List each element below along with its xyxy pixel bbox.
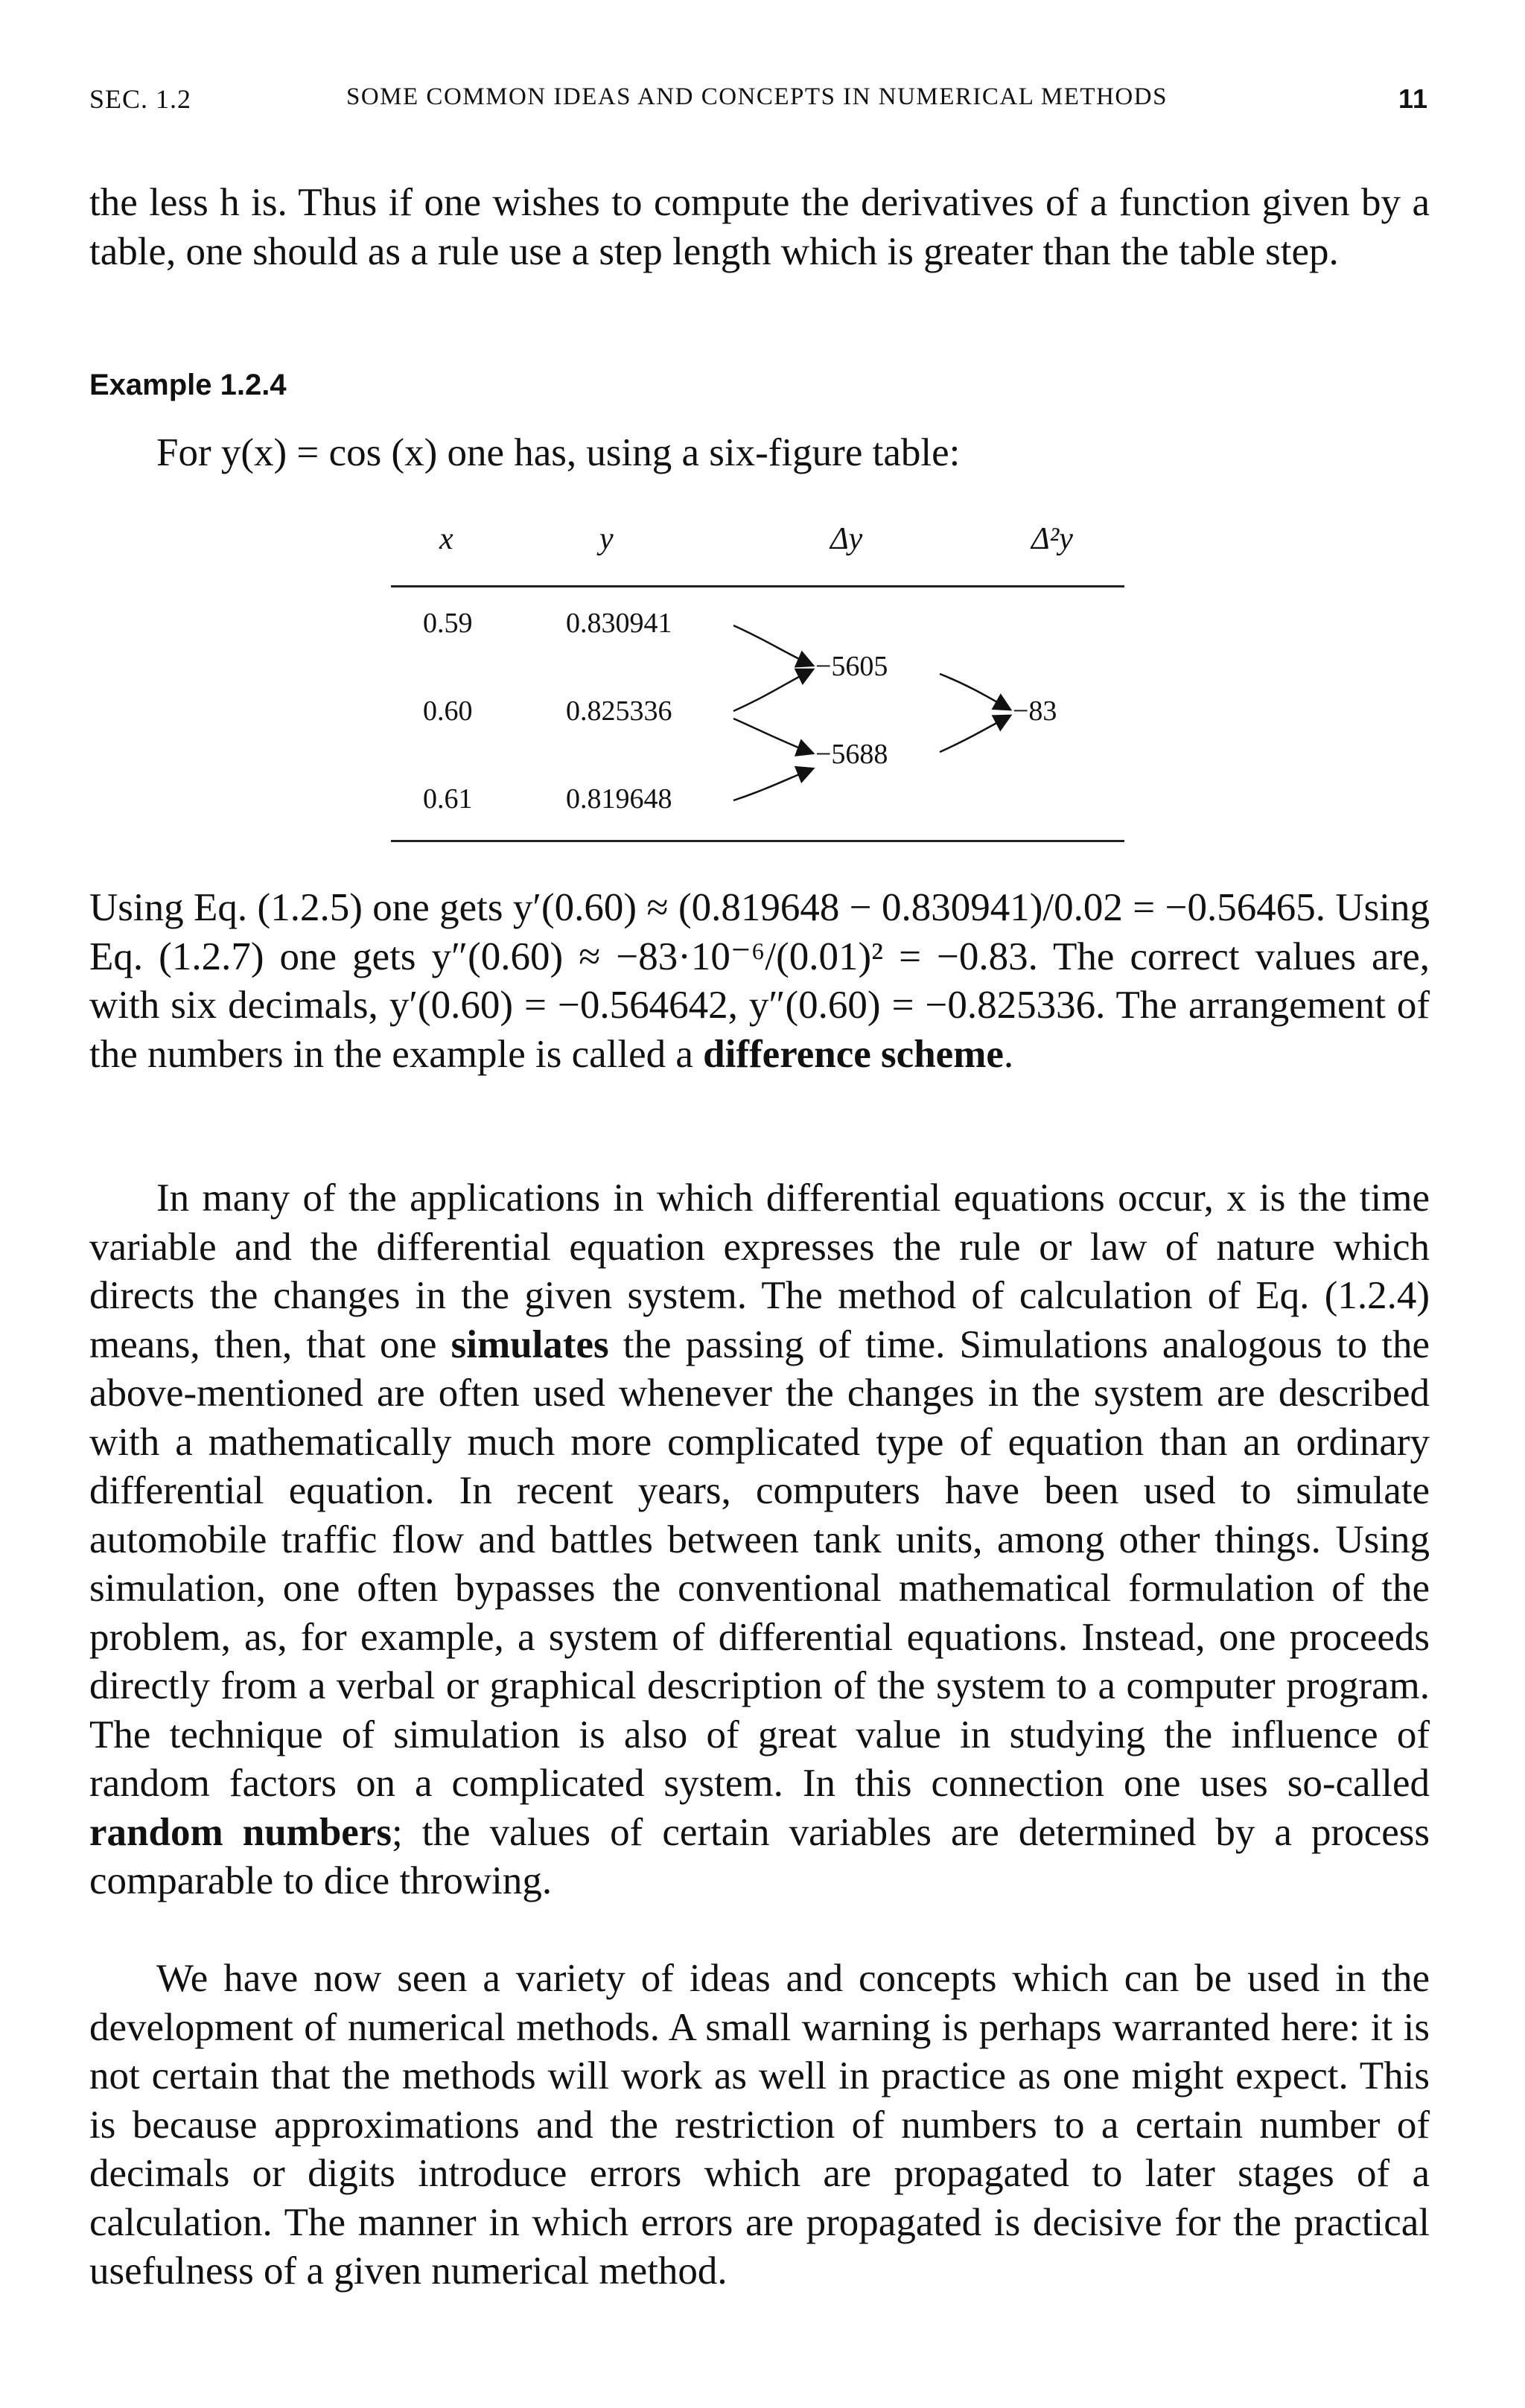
example-heading: Example 1.2.4 — [89, 369, 287, 401]
section-label: SEC. 1.2 — [89, 84, 192, 114]
paragraph-continuation: the less h is. Thus if one wishes to compute the derivatives of a function given by a table, one should as a rule use a step length which is greater than the table step. — [89, 181, 1430, 273]
arrow-y0-dy0 — [733, 625, 812, 665]
y-value-2: 0.819648 — [566, 783, 672, 815]
header-x: x — [439, 522, 453, 556]
x-value-0: 0.59 — [423, 608, 473, 639]
term-difference-scheme: difference scheme — [703, 1032, 1004, 1076]
header-delta-y: Δy — [830, 522, 863, 556]
page-number: 11 — [1398, 83, 1428, 114]
simulation-text-1: In many of the applications in which differential equations occur, x is the time variable and the differential equation expresses the rule or law of nature which directs the changes in the given system. The method of calculation of Eq. (1.2.4) means, then, that one — [89, 1176, 1430, 1366]
paragraph-results — [89, 884, 1430, 1079]
y-value-0: 0.830941 — [566, 608, 672, 639]
paragraph-simulation — [89, 1174, 1430, 1906]
arrow-dy0-d2y — [940, 674, 1009, 709]
term-random-numbers: random numbers — [89, 1810, 392, 1854]
first-difference-0: −5605 — [815, 651, 888, 682]
header-delta2-y: Δ²y — [1031, 522, 1073, 556]
difference-arrows — [0, 0, 1525, 894]
arrow-y1-dy0 — [733, 670, 812, 711]
results-end: . — [1003, 1032, 1014, 1076]
table-bottom-rule — [391, 840, 1124, 842]
paragraph-warning: We have now seen a variety of ideas and concepts which can be used in the development of numerical methods. A small warning is perhaps warranted here: it is not certain that the methods will work as well in practice as one might expect. This is because approximations and the restriction of numbers to a certain number of decimals or digits introduce errors which are propagated to later stages of a calculation. The manner in which errors are propagated is decisive for the practical usefulness of a given numerical method. — [89, 1957, 1430, 2293]
term-simulates: simulates — [451, 1322, 609, 1366]
simulation-text-2: the passing of time. Simulations analogous to the above-mentioned are often used whenever the changes in the system are described with a mathematically much more complicated type of equation than an ordinary differential equation. In recent years, computers have been used to simulate automobile traffic flow and battles between tank units, among other things. Using simulation, one often bypasses the conventional mathematical formulation of the problem, as, for example, a system of differential equations. Instead, one proceeds directly from a verbal or graphical description of the system to a computer program. The technique of simulation is also of great value in studying the influence of random factors on a complicated system. In this connection one uses so-called — [89, 1322, 1430, 1805]
arrow-y2-dy1 — [733, 769, 812, 800]
second-difference-0: −83 — [1013, 695, 1057, 727]
x-value-2: 0.61 — [423, 783, 473, 815]
x-value-1: 0.60 — [423, 695, 473, 727]
header-y: y — [599, 522, 614, 556]
results-text: Using Eq. (1.2.5) one gets y′(0.60) ≈ (0.819648 − 0.830941)/0.02 = −0.56465. Using Eq. (1.2.7) one gets y″(0.60) ≈ −83·10⁻⁶/(0.01)² = −0.83. The correct values are, with six decimals, y′(0.60) = −0.564642, y″(0.60) = −0.825336. The arrangement of the numbers in the example is called a — [89, 886, 1430, 1076]
example-intro: For y(x) = cos (x) one has, using a six-figure table: — [156, 431, 961, 474]
first-difference-1: −5688 — [815, 739, 888, 770]
arrow-dy1-d2y — [940, 716, 1009, 752]
arrow-y1-dy1 — [733, 719, 812, 753]
simulation-text-3: ; the values of certain variables are determined by a process comparable to dice throwing. — [89, 1810, 1430, 1902]
difference-table — [0, 0, 1525, 894]
y-value-1: 0.825336 — [566, 695, 672, 727]
running-title: SOME COMMON IDEAS AND CONCEPTS IN NUMERICAL METHODS — [346, 83, 1168, 110]
